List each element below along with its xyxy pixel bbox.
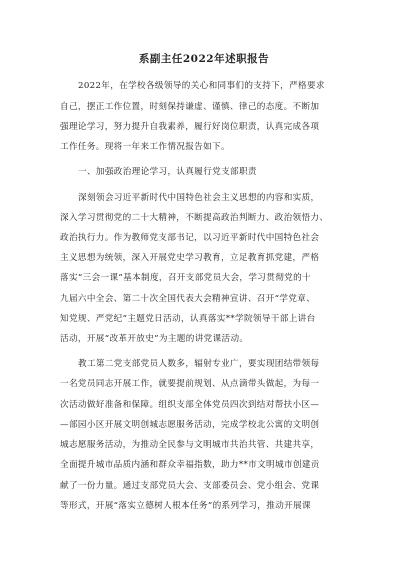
paragraph-line: 深入学习贯彻党的二十大精神，不断提高政治判断力、政治领悟力、 (60, 213, 329, 223)
paragraph-line: 深刻领会习近平新时代中国特色社会主义思想的内容和实质， (78, 193, 320, 203)
document-title: 系副主任2022年述职报告 (138, 53, 270, 65)
section-heading: 一、加强政治理论学习，认真履行党支部职责 (78, 167, 257, 177)
paragraph-line: 九届六中全会、第二十次全国代表大会精神宣讲、召开“学党章、 (60, 294, 316, 304)
paragraph-line: 教工第二党支部党员人数多，辐射专业广，要实现团结带领每 (78, 359, 320, 369)
paragraph-line: 次活动做好准备和保障。组织支部全体党员四次到结对帮扶小区— (60, 400, 320, 410)
paragraph-line: 城志愿服务活动，为推动全民参与文明城市共治共管、共建共享， (60, 440, 320, 450)
paragraph-line: 等形式，开展“落实立德树人根本任务”的系列学习，推动开展课 (60, 501, 311, 511)
paragraph-line: 政治执行力。作为教师党支部书记，以习近平新时代中国特色社会 (60, 233, 320, 243)
paragraph-line: 强理论学习，努力提升自我素养，履行好岗位职责，认真完成各项 (60, 122, 320, 132)
paragraph-line: 一名党员同志开展工作，就要提前规划、从点滴带头做起，为每一 (60, 379, 320, 389)
paragraph-line: 自己，摆正工作位置，时刻保持谦虚、谨慎、律己的态度。不断加 (60, 102, 320, 112)
paragraph-line: 献了一份力量。通过支部党员大会、支部委员会、党小组会、党课 (60, 481, 320, 491)
paragraph-line: 全面提升城市品质内涵和群众幸福指数，助力**市文明城市创建贡 (60, 460, 320, 470)
paragraph-line: 主义思想为统领，深入开展党史学习教育，立足教育抓党建，严格 (60, 253, 320, 263)
paragraph-line: 落实“三会一课”基本制度，召开支部党员大会，学习贯彻党的十 (60, 273, 311, 283)
paragraph-line: 知党规、严党纪”主题党日活动，认真落实**学院领导干部上讲台 (60, 314, 316, 324)
paragraph-line: 活动，开展“改革开放史”为主题的讲党课活动。 (60, 334, 249, 344)
paragraph-line: —部园小区开展文明创城志愿服务活动，完成学校北公寓的文明创 (60, 420, 320, 430)
paragraph-line: 工作任务。现将一年来工作情况报告如下。 (60, 142, 230, 152)
paragraph-line: 2022年，在学校各级领导的关心和同事们的支持下，严格要求 (78, 81, 325, 91)
